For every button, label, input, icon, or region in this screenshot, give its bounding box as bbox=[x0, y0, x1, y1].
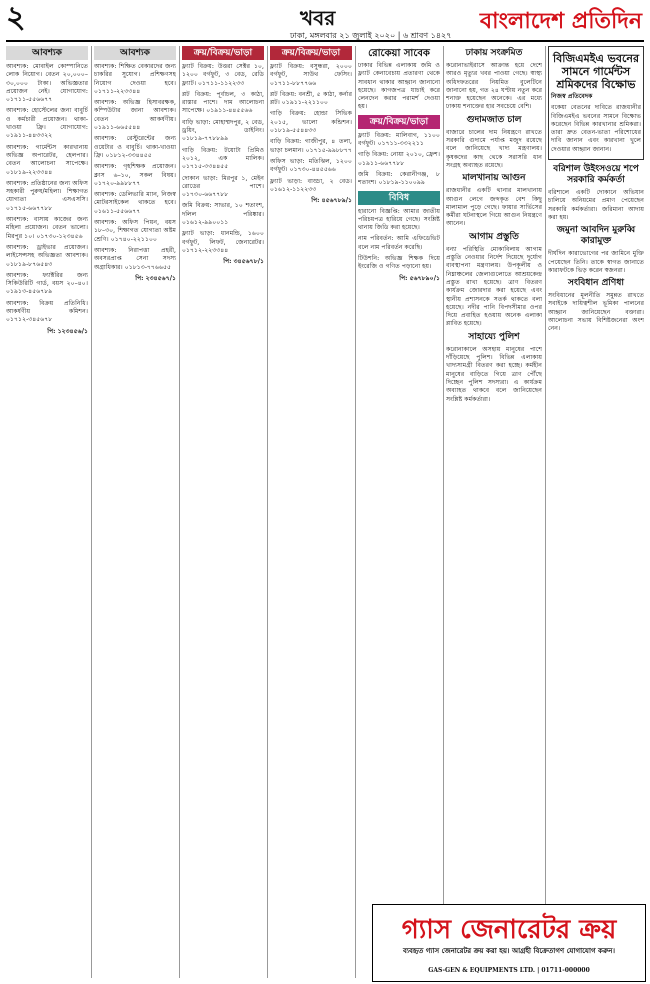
news-headline: জমুনা আবদিন মুরুব্বি কারামুক্ত bbox=[556, 225, 636, 247]
column-divider bbox=[267, 46, 268, 978]
byline: নিজস্ব প্রতিবেদক bbox=[551, 93, 593, 100]
classified-column-5 bbox=[358, 46, 440, 978]
classified-ad: গাড়ি বিক্রয়: হোন্ডা সিভিক ২০১৫, ভালো কন্ডিশন। ০১৮১৯-৫৫৪৪৩৩ bbox=[270, 110, 352, 135]
classified-ad: ফ্ল্যাট বিক্রয়: বসুন্ধরা, ২০০০ বর্গফুট, সাউথ ফেসিং। ০১৭১১-৮৮৭৭৬৬ bbox=[270, 63, 352, 87]
classified-ad: আবশ্যক: ফ্যাক্টরির জন্য সিকিউরিটি গার্ড, বয়স ২০–৪০। ০১৯১৩-৪৫৬৭৮৯ bbox=[6, 271, 88, 296]
column-heading: ক্রয়/বিক্রয়/ভাড়া bbox=[182, 46, 264, 60]
news-body: দীর্ঘদিন কারাভোগের পর জামিনে মুক্তি পেয়েছেন তিনি। তাকে স্বাগত জানাতে কারাফটকে ভিড় করেন স্বজনরা। bbox=[548, 250, 644, 274]
classified-ad: আবশ্যক: ডেলিভারি ম্যান, নিজস্ব মোটরসাইকেল থাকতে হবে। ০১৬১১-৫৫৬৬৭৭ bbox=[94, 191, 176, 215]
classified-ad: গাড়ি বিক্রয়: টয়োটা প্রিমিও ২০১২, এক মালিক। ০১৭১৫-৩৩৪৪৫৫ bbox=[182, 146, 264, 171]
classified-ad: আবশ্যক: অভিজ্ঞ হিসাবরক্ষক, কম্পিউটার জানা আবশ্যক। বেতন আকর্ষণীয়। ০১৯১১-৬৬৫৫৪৪ bbox=[94, 99, 176, 132]
news-body: বকেয়া বেতনের দাবিতে রাজধানীর বিজিএমইএ ভবনের সামনে বিক্ষোভ করেছেন বিভিন্ন কারখানার শ্রমিকরা। তারা দ্রুত বেতন-ভাতা পরিশোধের দাবি জানান এবং কারখানা খুলে দেওয়ার আহ্বান জানান। bbox=[551, 104, 641, 153]
classified-ad: আবশ্যক: অফিস পিয়ন, বয়স ১৮–৩০, শিক্ষাগত যোগ্যতা অষ্টম শ্রেণি। ০১৭৪০-২২১১০০ bbox=[94, 219, 176, 243]
column-divider bbox=[91, 46, 92, 978]
classified-ad: জমি বিক্রয়: সাভার, ১০ শতাংশ, দলিল পরিষ্কার। ০১৬১২-৯৯০০১১ bbox=[182, 202, 264, 227]
news-body: বরিশালে একটি দোকানে অভিযান চালিয়ে অনিয়মের প্রমাণ পেয়েছেন সরকারি কর্মকর্তারা। জরিমানা আদায় করা হয়। bbox=[548, 189, 644, 221]
news-headline: সাহায্যে পুলিশ bbox=[468, 331, 520, 342]
column-heading: আবশ্যক bbox=[94, 46, 176, 60]
classified-ad: আবশ্যক: নিরাপত্তা প্রহরী, অবসরপ্রাপ্ত সেনা সদস্য অগ্রাধিকার। ০১৮১৩-৭৭৬৬৫৫ bbox=[94, 246, 176, 271]
boxed-story bbox=[548, 46, 644, 160]
boxed-headline: বিজিএমইএ ভবনের সামনে গার্মেন্টস শ্রমিকদের বিক্ষোভ bbox=[553, 52, 640, 91]
news-column bbox=[446, 46, 542, 902]
column-heading: আবশ্যক bbox=[6, 46, 88, 60]
classified-ad: আবশ্যক: মোবাইল কোম্পানিতে লোক নিয়োগ। বেতন ২০,০০০–৩০,০০০ টাকা। অভিজ্ঞতার প্রয়োজন নেই। যোগাযোগ: ০১৭১১-৫৫৬৬৭৭ bbox=[6, 63, 88, 104]
classified-ad: জমি বিক্রয়: কেরানীগঞ্জ, ৮ শতাংশ। ০১৮১৯-১১০০৯৯ bbox=[358, 170, 440, 187]
news-body: সংবিধানের মূলনীতি সমুন্নত রাখতে সবাইকে দায়িত্বশীল ভূমিকা পালনের আহ্বান জানিয়েছেন বক্তারা। আলোচনা সভায় বিশিষ্টজনেরা অংশ নেন। bbox=[548, 292, 644, 333]
news-headline: গুদামজাত চাল bbox=[466, 114, 522, 125]
news-body: রাজধানীর একটি থানার মালখানায় আগুন লেগে জব্দকৃত বেশ কিছু মালামাল পুড়ে গেছে। ফায়ার সার্ভিসের কর্মীরা ঘটনাস্থলে গিয়ে আগুন নিয়ন্ত্রণে আনেন। bbox=[446, 187, 542, 228]
section-title: খবর bbox=[300, 6, 336, 30]
news-body: করোনাভাইরাসে আক্রান্ত হয়ে দেশে আরও মৃত্যুর খবর পাওয়া গেছে। স্বাস্থ্য অধিদফতরের নিয়মিত বুলেটিনে জানানো হয়, গত ২৪ ঘণ্টায় নতুন করে শনাক্ত হয়েছেন অনেকে। এর মধ্যে ঢাকায় শনাক্তের হার সবচেয়ে বেশি। bbox=[446, 62, 542, 111]
classified-ad: আবশ্যক: বিক্রয় প্রতিনিধি। আকর্ষণীয় কমিশন। ০১৭১২-৩৪৫৬৭৮ bbox=[6, 299, 88, 324]
news-headline: সংবিধান প্রণিধা bbox=[568, 278, 624, 289]
header-rule bbox=[6, 40, 644, 42]
classified-column-1 bbox=[6, 46, 88, 978]
classified-ad: বাড়ি বিক্রয়: গাজীপুর, ৪ তলা, ভাড়া চলমান। ০১৭১৫-৯৯৮৮৭৭ bbox=[270, 138, 352, 154]
page-number: ২ bbox=[6, 0, 26, 35]
classified-ad: প্লট বিক্রয়: বনশ্রী, ৫ কাঠা, কর্নার প্লট। ০১৯১১-২২১১০০ bbox=[270, 90, 352, 107]
classified-ad: বাড়ি ভাড়া: মোহাম্মদপুর, ২ বেড, ড্রয়িং, ডাইনিং। ০১৮১৯-৭৭৮৮৯৯ bbox=[182, 118, 264, 143]
column-divider bbox=[355, 46, 356, 978]
ad-title: গ্যাস জেনারেটর ক্রয় bbox=[401, 915, 617, 945]
classified-ad: ফ্ল্যাট ভাড়া: বাড্ডা, ২ বেড। ০১৬১২-১১২২৩৩ bbox=[270, 177, 352, 193]
ad-code: পি: ৫৬৭৮৯০/১ bbox=[399, 274, 440, 282]
classified-column-4 bbox=[270, 46, 352, 978]
classified-ad: ফ্ল্যাট বিক্রয়: উত্তরা সেক্টর ১০, ১২০০ বর্গফুট, ৩ বেড, রেডি ফ্ল্যাট। ০১৭১১-১১২২৩৩ bbox=[182, 63, 264, 87]
classified-ad: আবশ্যক: গৃহশিক্ষক প্রয়োজন। ক্লাস ৬–১০, সকল বিষয়। ০১৭২০-৯৯৮৮৭৭ bbox=[94, 163, 176, 187]
ad-code: পি: ২৩৪৫৬৭/১ bbox=[135, 274, 176, 282]
classified-ad: আবশ্যক: বাসায় কাজের জন্য মহিলা প্রয়োজন। বেতন ভালো। মিরপুর ১০। ০১৭৩০-১২৩৪৫৬ bbox=[6, 216, 88, 240]
classified-ad: প্লট বিক্রয়: পূর্বাচল, ৩ কাঠা, রাস্তার পাশে। দাম আলোচনা সাপেক্ষে। ০১৯১১-৪৪৫৫৬৬ bbox=[182, 90, 264, 115]
generator-advertisement bbox=[372, 904, 646, 982]
ad-code: পি: ১২৩৪৫৬/১ bbox=[47, 327, 88, 335]
masthead bbox=[0, 0, 650, 40]
news-column-right bbox=[548, 46, 644, 902]
newspaper-brand: বাংলাদেশ প্রতিদিন bbox=[479, 8, 642, 34]
classified-ad: দোকান ভাড়া: মিরপুর ১, মেইন রোডের পাশে। ০১৭৩০-৬৬৭৭৮৮ bbox=[182, 174, 264, 199]
ad-code: পি: ৩৪৫৬৭৮/১ bbox=[223, 258, 264, 266]
column-divider bbox=[545, 46, 546, 904]
misc-ad: নাম পরিবর্তন: আমি এফিডেভিট বলে নাম পরিবর্তন করেছি। bbox=[358, 235, 440, 251]
news-headline: ঢাকায় সংক্রমিত bbox=[465, 48, 523, 58]
ad-code: পি: ৪৫৬৭৮৯/১ bbox=[311, 197, 352, 205]
classified-column-3 bbox=[182, 46, 264, 978]
news-body: বাজারে চালের দাম নিয়ন্ত্রণে রাখতে সরকারি গুদামে পর্যাপ্ত মজুদ রয়েছে বলে জানিয়েছে খাদ্য মন্ত্রণালয়। কৃষকদের কাছ থেকে সরাসরি ধান সংগ্রহ অব্যাহত রয়েছে। bbox=[446, 128, 542, 169]
classified-ad: আবশ্যক: প্রতিষ্ঠানের জন্য অফিস সহকারী পুরুষ/মহিলা। শিক্ষাগত যোগ্যতা এসএসসি। ০১৭১৫-৬৬৭৭৮৮ bbox=[6, 179, 88, 212]
column-divider bbox=[179, 46, 180, 978]
news-headline: আগাম প্রস্তুতি bbox=[469, 231, 519, 242]
notice-title: রোকেয়া সাবেক bbox=[368, 48, 430, 59]
column-divider bbox=[443, 46, 444, 904]
ad-contact: GAS-GEN & EQUIPMENTS LTD. | 01711-000000 bbox=[428, 967, 590, 974]
column-heading: বিবিধ bbox=[358, 191, 440, 205]
classified-ad: আবশ্যক: শিক্ষিত বেকারদের জন্য চাকরির সুযোগ। প্রশিক্ষণসহ নিয়োগ দেওয়া হবে। ০১৭১১-২২৩৩৪৪ bbox=[94, 63, 176, 95]
news-body: বন্যা পরিস্থিতি মোকাবিলায় আগাম প্রস্তুতি নেওয়ার নির্দেশ দিয়েছে দুর্যোগ ব্যবস্থাপনা মন্ত্রণালয়। উপকূলীয় ও নিম্নাঞ্চলের জেলাগুলোতে আশ্রয়কেন্দ্র প্রস্তুত রাখা হয়েছে। ত্রাণ বিতরণ কার্যক্রম জোরদার করা হয়েছে এবং স্থানীয় প্রশাসনকে সতর্ক থাকতে বলা হয়েছে। নদীর পানি বিপদসীমার ওপর দিয়ে প্রবাহিত হওয়ায় অনেক এলাকা প্লাবিত হয়েছে। bbox=[446, 245, 542, 328]
misc-ad: হারানো বিজ্ঞপ্তি: আমার জাতীয় পরিচয়পত্র হারিয়ে গেছে। সংশ্লিষ্ট থানায় জিডি করা হয়েছে। bbox=[358, 207, 440, 232]
edition-date: ঢাকা, মঙ্গলবার ২১ জুলাই ২০২০ | ৬ শ্রাবণ ১৪২৭ bbox=[290, 31, 452, 40]
notice-body: ঢাকার বিভিন্ন এলাকায় জমি ও ফ্ল্যাট কেনাবেচায় প্রতারণা থেকে সাবধান থাকার আহ্বান জানানো হয়েছে। কাগজপত্র যাচাই করে লেনদেন করার পরামর্শ দেওয়া হয়। bbox=[358, 62, 440, 111]
classified-ad: আবশ্যক: রেস্টুরেন্টের জন্য ওয়েটার ও বাবুর্চি। থাকা-খাওয়া ফ্রি। ০১৮১২-৩৩৪৪৫৫ bbox=[94, 135, 176, 159]
news-body: করোনাকালে অসহায় মানুষের পাশে দাঁড়িয়েছে পুলিশ। বিভিন্ন এলাকায় খাদ্যসামগ্রী বিতরণ করা হচ্ছে। কর্মহীন মানুষের বাড়িতে গিয়ে ত্রাণ পৌঁছে দিচ্ছেন পুলিশ সদস্যরা। এ কার্যক্রম অব্যাহত থাকবে বলে জানিয়েছেন সংশ্লিষ্ট কর্মকর্তারা। bbox=[446, 345, 542, 403]
classified-column-2 bbox=[94, 46, 176, 978]
classified-ad: আবশ্যক: গার্মেন্টস কারখানায় অভিজ্ঞ অপারেটর, হেলপার। বেতন আলোচনা সাপেক্ষে। ০১৮১৯-২২৩৩৪৪ bbox=[6, 143, 88, 176]
classified-ad: ফ্ল্যাট ভাড়া: ধানমন্ডি, ১৬০০ বর্গফুট, লিফট, জেনারেটর। ০১৭১২-২২৩৩৪৪ bbox=[182, 230, 264, 254]
classified-ad: আবশ্যক: ড্রাইভার প্রয়োজন। লাইসেন্সসহ অভিজ্ঞতা আবশ্যক। ০১৮১৯-৮৭৬৫৪৩ bbox=[6, 243, 88, 268]
classified-ad: আবশ্যক: হোস্টেলের জন্য বাবুর্চি ও কর্মচারী প্রয়োজন। থাকা-খাওয়া ফ্রি। যোগাযোগ: ০১৯১১-৪৪৩৩২২ bbox=[6, 107, 88, 140]
column-heading: ক্রয়/বিক্রয়/ভাড়া bbox=[270, 46, 352, 60]
classified-ad: অফিস ভাড়া: মতিঝিল, ১২০০ বর্গফুট। ০১৭৩০-৪৪৫৫৬৬ bbox=[270, 157, 352, 174]
news-headline: মালখানায় আগুন bbox=[462, 173, 526, 184]
classified-ad: গাড়ি বিক্রয়: নোয়া ২০১০, ফ্রেশ। ০১৯১১-৬৬৭৭৮৮ bbox=[358, 151, 440, 167]
ad-subtitle: ব্যবহৃত গ্যাস জেনারেটর ক্রয় করা হয়। আগ্রহী বিক্রেতাগণ যোগাযোগ করুন। bbox=[403, 946, 615, 955]
misc-ad: টিউশনি: অভিজ্ঞ শিক্ষক দিয়ে ইংরেজি ও গণিত পড়ানো হয়। bbox=[358, 255, 440, 271]
classified-ad: ফ্ল্যাট বিক্রয়: মালিবাগ, ১১০০ বর্গফুট। ০১৭১১-৩৩২২১১ bbox=[358, 131, 440, 148]
column-heading: ক্রয়/বিক্রয়/ভাড়া bbox=[358, 115, 440, 129]
news-headline: বরিশাল উইংসওয়ে শপে সরকারি কর্মকর্তা bbox=[553, 164, 639, 186]
